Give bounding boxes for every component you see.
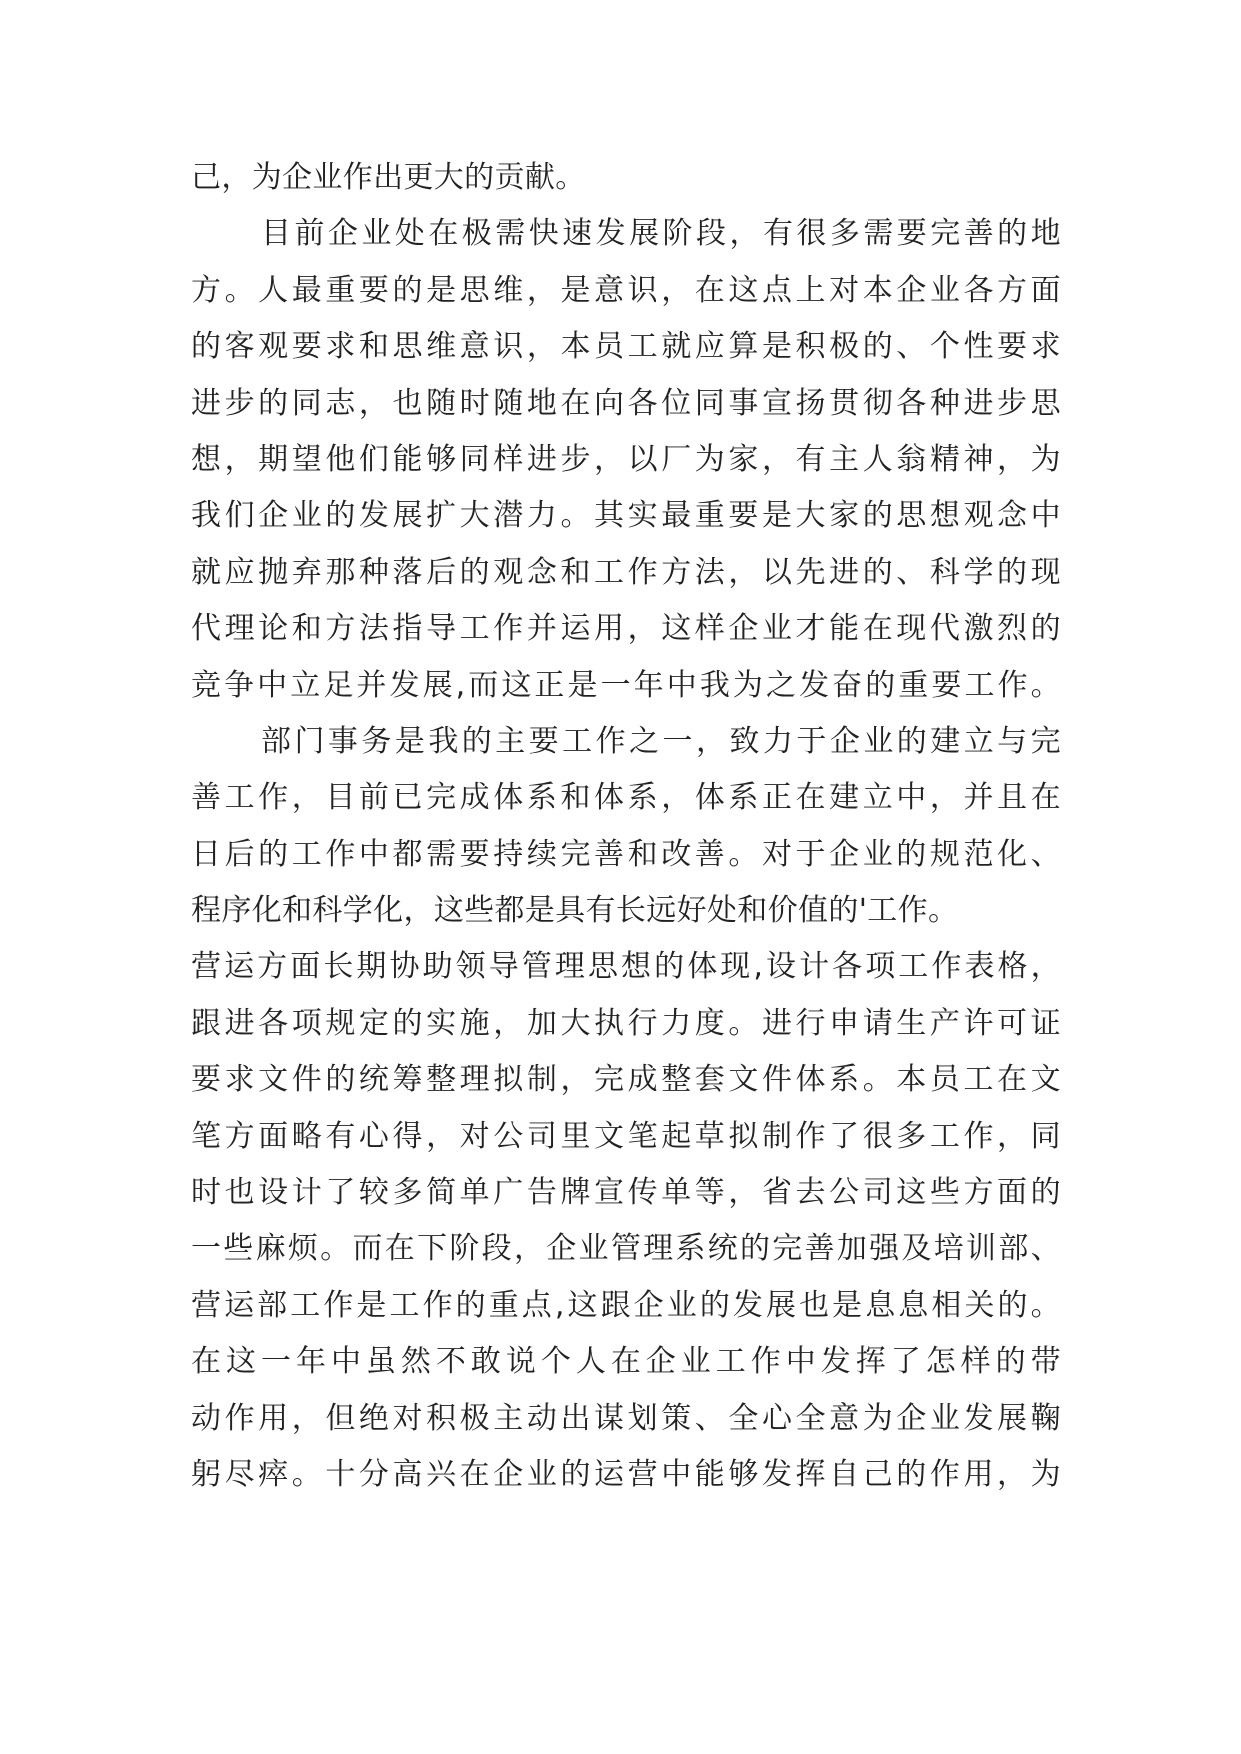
text-line: 日后的工作中都需要持续完善和改善。对于企业的规范化、 bbox=[191, 836, 1061, 872]
text-line: 竞争中立足并发展,而这正是一年中我为之发奋的重要工作。 bbox=[191, 667, 1061, 703]
text-line: 程序化和科学化，这些都是具有长远好处和价值的'工作。 bbox=[191, 893, 959, 929]
paragraph-first-line: 部门事务是我的主要工作之一，致力于企业的建立与完 bbox=[261, 723, 1061, 759]
text-line: 跟进各项规定的实施，加大执行力度。进行申请生产许可证 bbox=[191, 1005, 1061, 1041]
paragraph-first-line: 目前企业处在极需快速发展阶段，有很多需要完善的地 bbox=[261, 216, 1061, 252]
text-line: 笔方面略有心得，对公司里文笔起草拟制作了很多工作，同 bbox=[191, 1118, 1061, 1154]
text-line: 在这一年中虽然不敢说个人在企业工作中发挥了怎样的带 bbox=[191, 1344, 1061, 1380]
text-line: 要求文件的统筹整理拟制，完成整套文件体系。本员工在文 bbox=[191, 1062, 1061, 1098]
text-line: 方。人最重要的是思维，是意识，在这点上对本企业各方面 bbox=[191, 272, 1061, 308]
text-line: 时也设计了较多简单广告牌宣传单等，省去公司这些方面的 bbox=[191, 1175, 1061, 1211]
text-line: 营运方面长期协助领导管理思想的体现,设计各项工作表格， bbox=[191, 949, 1061, 985]
text-line: 躬尽瘁。十分高兴在企业的运营中能够发挥自己的作用，为 bbox=[191, 1456, 1061, 1492]
text-line: 动作用，但绝对积极主动出谋划策、全心全意为企业发展鞠 bbox=[191, 1400, 1061, 1436]
text-line: 一些麻烦。而在下阶段，企业管理系统的完善加强及培训部、 bbox=[191, 1231, 1061, 1267]
text-line: 进步的同志，也随时随地在向各位同事宣扬贯彻各种进步思 bbox=[191, 385, 1061, 421]
text-line: 就应抛弃那种落后的观念和工作方法，以先进的、科学的现 bbox=[191, 554, 1061, 590]
text-line: 我们企业的发展扩大潜力。其实最重要是大家的思想观念中 bbox=[191, 498, 1061, 534]
text-line: 营运部工作是工作的重点,这跟企业的发展也是息息相关的。 bbox=[191, 1287, 1061, 1323]
text-line: 代理论和方法指导工作并运用，这样企业才能在现代激烈的 bbox=[191, 611, 1061, 647]
text-line: 己，为企业作出更大的贡献。 bbox=[191, 160, 586, 195]
text-line: 善工作，目前已完成体系和体系，体系正在建立中，并且在 bbox=[191, 780, 1061, 816]
text-line: 想，期望他们能够同样进步，以厂为家，有主人翁精神，为 bbox=[191, 441, 1061, 477]
body-text bbox=[191, 150, 1061, 1503]
text-line: 的客观要求和思维意识，本员工就应算是积极的、个性要求 bbox=[191, 329, 1061, 365]
